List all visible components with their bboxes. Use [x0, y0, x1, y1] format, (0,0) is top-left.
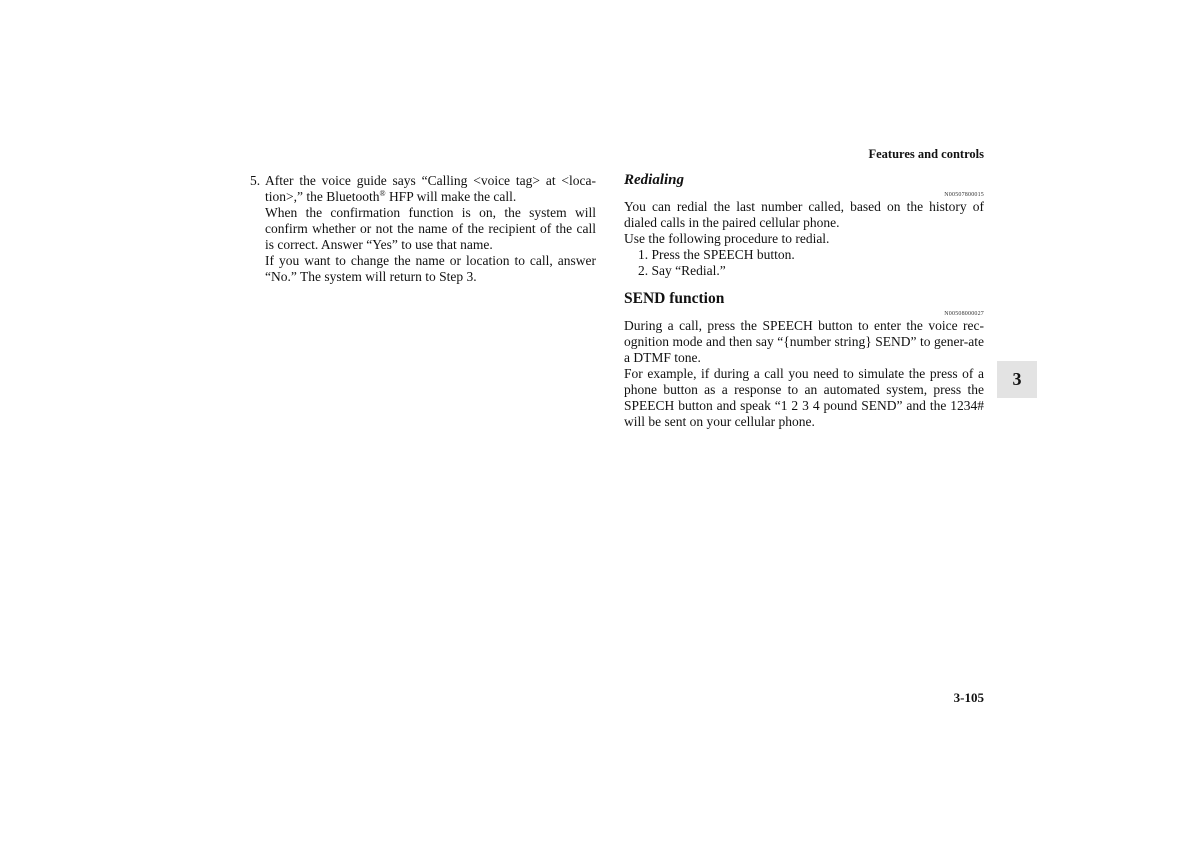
- page-number: 3-105: [953, 690, 984, 705]
- step-5-line2: [265, 189, 596, 205]
- send-function-paragraph-1: During a call, press the SPEECH button to enter the voice rec-ognition mode and then say “{number string} SEND” to gener-ate a DTMF tone.: [624, 318, 984, 365]
- redialing-paragraph-2: Use the following procedure to redial.: [624, 231, 830, 246]
- left-column: [250, 173, 596, 285]
- section-header-title: Features and controls: [868, 147, 984, 161]
- send-function-code: N00508000027: [944, 311, 984, 317]
- chapter-tab: 3: [997, 361, 1037, 398]
- change-paragraph: If you want to change the name or location to call, answer “No.” The system will return to Step 3.: [265, 253, 596, 284]
- list-item: 2. Say “Redial.”: [638, 263, 726, 278]
- line2-text-a: tion>,” the Bluetooth: [265, 189, 380, 204]
- list-item: 1. Press the SPEECH button.: [638, 247, 795, 262]
- redialing-heading: Redialing: [624, 172, 685, 188]
- send-function-heading: SEND function: [624, 290, 725, 307]
- registered-mark: ®: [379, 189, 386, 198]
- step-5-line1: After the voice guide says “Calling <voice tag> at <loca-: [265, 173, 596, 188]
- line2-text-b: HFP will make the call.: [385, 189, 517, 204]
- redialing-paragraph-1: You can redial the last number called, based on the history of dialed calls in the paired cellular phone.: [624, 199, 984, 230]
- confirmation-paragraph: When the confirmation function is on, the system will confirm whether or not the name of the recipient of the call is correct. Answer “Yes” to use that name.: [265, 205, 596, 252]
- redialing-steps: [624, 247, 984, 279]
- step-number: 5.: [250, 173, 261, 188]
- step-5-body: [265, 173, 596, 285]
- right-column: [624, 171, 984, 430]
- redialing-code: N00507800015: [944, 192, 984, 198]
- send-function-paragraph-2: For example, if during a call you need to simulate the press of a phone button as a response to an automated system, press the SPEECH button and speak “1 2 3 4 pound SEND” and the 1234# will be sent on your cellular phone.: [624, 366, 984, 429]
- step-5: [250, 173, 596, 285]
